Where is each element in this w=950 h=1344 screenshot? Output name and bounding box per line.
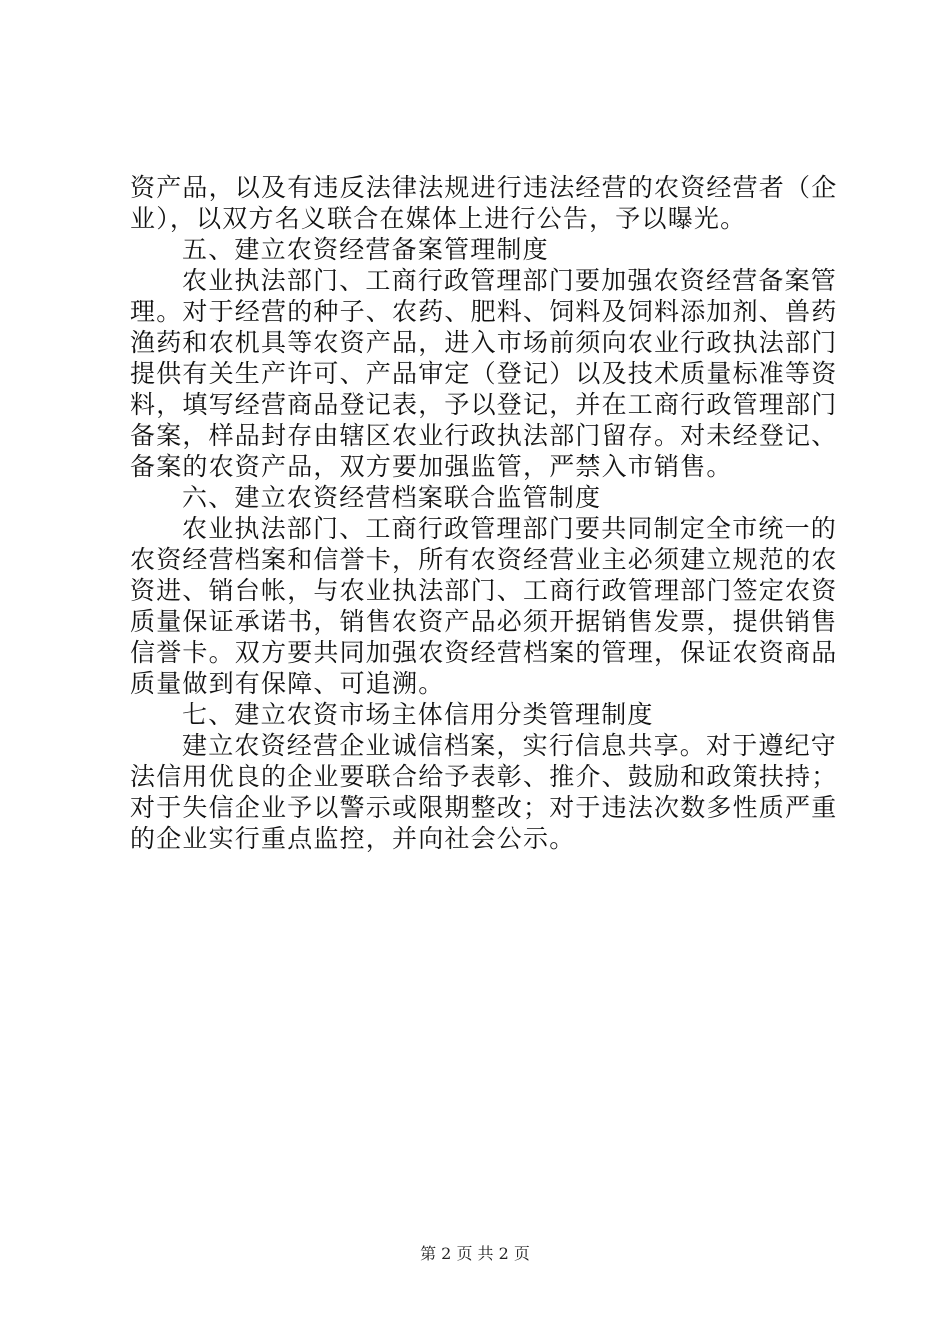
body-line: 质量做到有保障、可追溯。 — [130, 669, 445, 698]
body-line: 备案的农资产品，双方要加强监管，严禁入市销售。 — [130, 452, 733, 481]
body-line: 农业执法部门、工商行政管理部门要共同制定全市统一的 — [182, 514, 838, 543]
body-line: 质量保证承诺书，销售农资产品必须开据销售发票，提供销售 — [130, 607, 838, 636]
document-body — [130, 172, 838, 854]
body-line: 备案，样品封存由辖区农业行政执法部门留存。对未经登记、 — [130, 421, 838, 450]
section-heading: 六、建立农资经营档案联合监管制度 — [182, 483, 602, 512]
section-heading: 七、建立农资市场主体信用分类管理制度 — [182, 700, 654, 729]
body-line: 资产品，以及有违反法律法规进行违法经营的农资经营者（企 — [130, 173, 838, 202]
section-heading: 五、建立农资经营备案管理制度 — [182, 235, 549, 264]
body-line: 料，填写经营商品登记表，予以登记，并在工商行政管理部门 — [130, 390, 838, 419]
body-line: 提供有关生产许可、产品审定（登记）以及技术质量标准等资 — [130, 359, 838, 388]
body-line: 农业执法部门、工商行政管理部门要加强农资经营备案管 — [182, 266, 838, 295]
body-line: 对于失信企业予以警示或限期整改；对于违法次数多性质严重 — [130, 793, 838, 822]
body-line: 资进、销台帐，与农业执法部门、工商行政管理部门签定农资 — [130, 576, 838, 605]
body-line: 业），以双方名义联合在媒体上进行公告，予以曝光。 — [130, 204, 747, 233]
body-line: 法信用优良的企业要联合给予表彰、推介、鼓励和政策扶持； — [130, 762, 838, 791]
body-line: 信誉卡。双方要共同加强农资经营档案的管理，保证农资商品 — [130, 638, 838, 667]
body-line: 理。对于经营的种子、农药、肥料、饲料及饲料添加剂、兽药 — [130, 297, 838, 326]
body-line: 农资经营档案和信誉卡，所有农资经营业主必须建立规范的农 — [130, 545, 838, 574]
body-line: 渔药和农机具等农资产品，进入市场前须向农业行政执法部门 — [130, 328, 838, 357]
body-line: 的企业实行重点监控，并向社会公示。 — [130, 824, 576, 853]
body-line: 建立农资经营企业诚信档案，实行信息共享。对于遵纪守 — [182, 731, 838, 760]
page-footer: 第 2 页 共 2 页 — [420, 1244, 530, 1263]
